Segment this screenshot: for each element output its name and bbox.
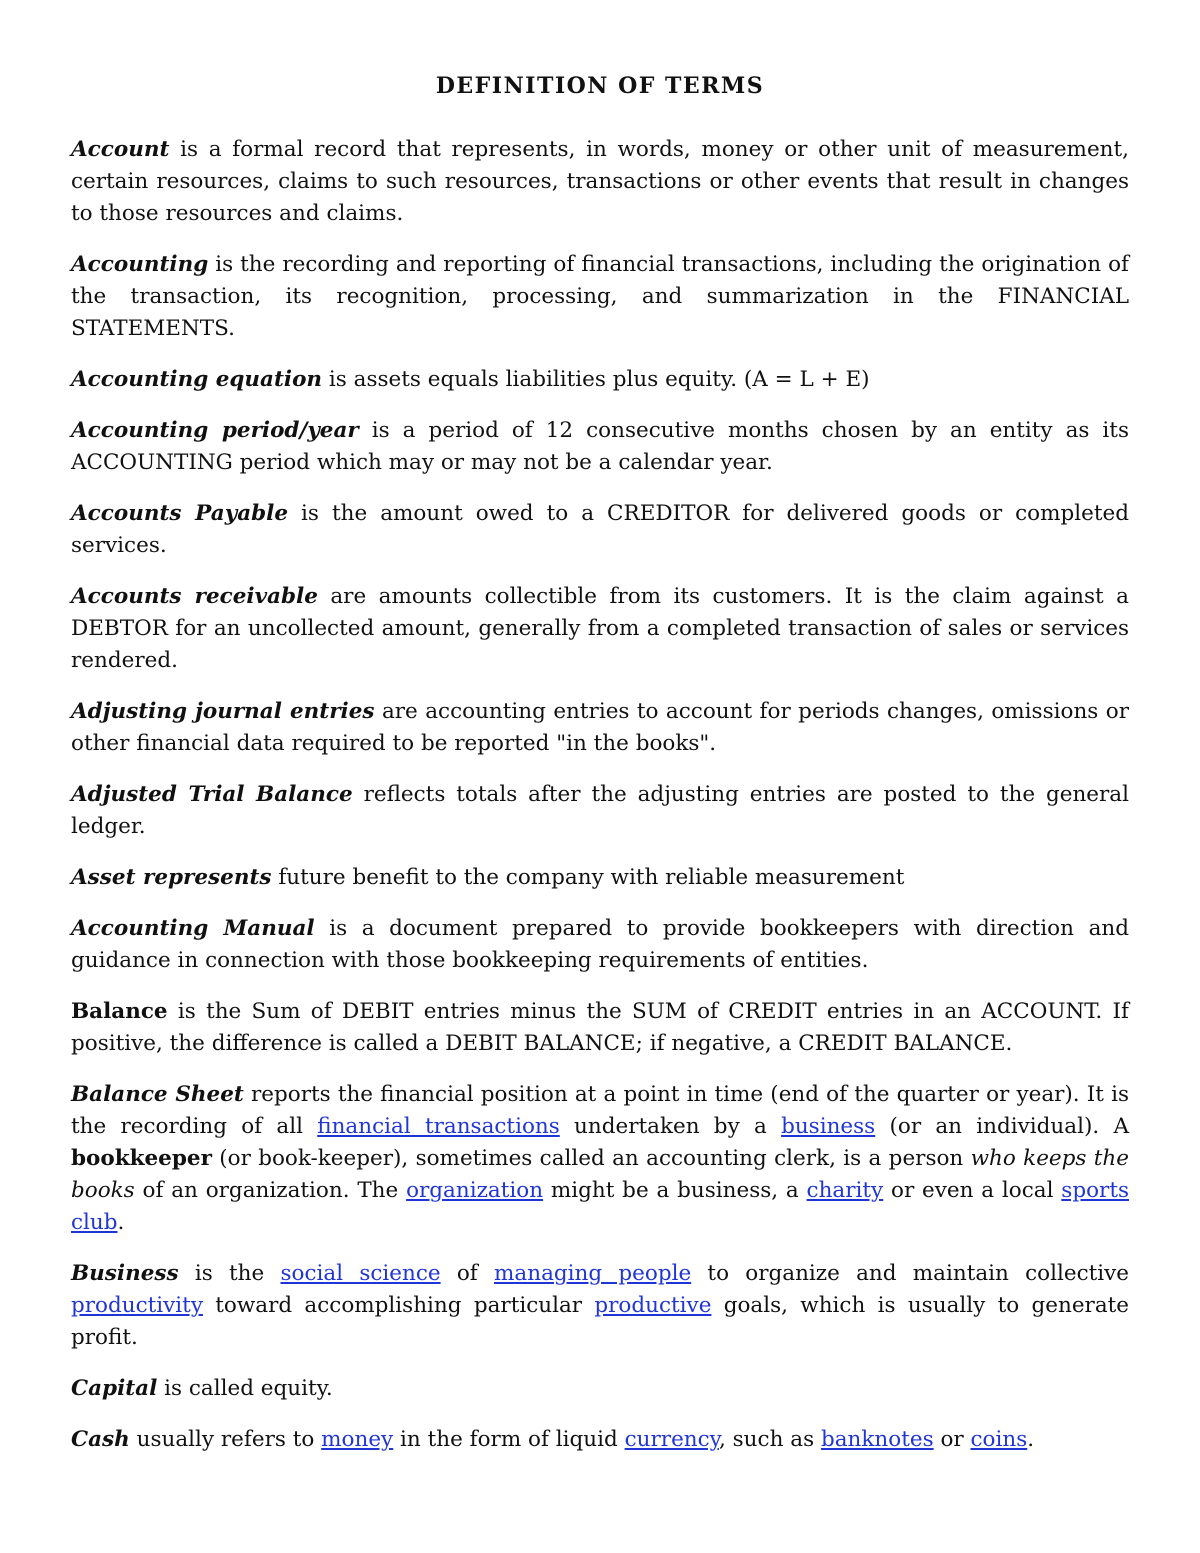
entry-accounting-period — [71, 415, 1129, 479]
definition-text: or even a local — [883, 1178, 1062, 1203]
entry-balance-sheet — [71, 1079, 1129, 1239]
link-social-science[interactable]: social science — [280, 1261, 441, 1286]
page-title: DEFINITION OF TERMS — [435, 73, 765, 99]
entry-asset — [71, 862, 1129, 894]
term-business: Business — [71, 1261, 179, 1286]
definition-accounting-equation: is assets equals liabilities plus equity. (A = L + E) — [322, 367, 870, 392]
definition-text: (or book-keeper), sometimes called an accounting clerk, is a person — [211, 1146, 971, 1171]
entry-account — [71, 134, 1129, 230]
definition-text: (or an individual). A — [875, 1114, 1129, 1139]
term-accounting-manual: Accounting Manual — [71, 916, 315, 941]
definition-text: in the form of liquid — [393, 1427, 625, 1452]
term-accounting-equation: Accounting equation — [71, 367, 323, 392]
entry-adjusting-entries — [71, 696, 1129, 760]
entry-accounting-equation — [71, 364, 1129, 396]
definition-text: reports the financial position at a point in time (end of the quarter or year). It is the recording of all — [71, 1082, 1129, 1139]
definition-text: or — [933, 1427, 971, 1452]
link-money[interactable]: money — [321, 1427, 394, 1452]
term-balance: Balance — [71, 999, 168, 1024]
term-account: Account — [71, 137, 170, 162]
definition-text: undertaken by a — [559, 1114, 782, 1139]
entry-adjusted-trial-balance — [71, 779, 1129, 843]
term-accounts-receivable: Accounts receivable — [71, 584, 318, 609]
entry-accounts-payable — [71, 498, 1129, 562]
term-balance-sheet: Balance Sheet — [71, 1082, 244, 1107]
entry-accounting-manual — [71, 913, 1129, 977]
document-page — [71, 70, 1129, 1475]
definition-text: goals, which is usually to generate profit. — [71, 1293, 1129, 1350]
definition-text: to organize and maintain collective — [691, 1261, 1130, 1286]
definition-accounting-manual: is a document prepared to provide bookkeepers with direction and guidance in connection with those bookkeeping requirements of entities. — [71, 916, 1129, 973]
link-financial-transactions[interactable]: financial transactions — [317, 1114, 560, 1139]
term-adjusted-trial-balance: Adjusted Trial Balance — [71, 782, 353, 807]
definition-text: . — [117, 1210, 125, 1235]
term-adjusting-entries: Adjusting journal entries — [71, 699, 375, 724]
definition-adjusting-entries: are accounting entries to account for periods changes, omissions or other financial data required to be reported "in the books". — [71, 699, 1129, 756]
entry-business — [71, 1258, 1129, 1354]
link-productive[interactable]: productive — [594, 1293, 712, 1318]
link-sports-club[interactable]: sports club — [71, 1178, 1129, 1235]
definition-text: , such as — [718, 1427, 821, 1452]
definition-account: is a formal record that represents, in words, money or other unit of measurement, certain resources, claims to such resources, transactions or other events that result in changes to those resources and claims. — [71, 137, 1129, 226]
who-keeps-books-italic: who keeps the books — [71, 1146, 1129, 1203]
term-accounting-period: Accounting period/year — [71, 418, 359, 443]
link-charity[interactable]: charity — [806, 1178, 884, 1203]
term-asset: Asset represents — [71, 865, 272, 890]
bookkeeper-bold: bookkeeper — [71, 1146, 212, 1171]
term-capital: Capital — [71, 1376, 158, 1401]
link-managing-people[interactable]: managing people — [494, 1261, 692, 1286]
definition-asset: future benefit to the company with reliable measurement — [271, 865, 905, 890]
link-organization[interactable]: organization — [406, 1178, 544, 1203]
link-business[interactable]: business — [781, 1114, 876, 1139]
definition-accounting: is the recording and reporting of financial transactions, including the origination of the transaction, its recognition, processing, and summarization in the FINANCIAL STATEMENTS. — [71, 252, 1129, 341]
definition-adjusted-trial-balance: reflects totals after the adjusting entries are posted to the general ledger. — [71, 782, 1130, 839]
link-productivity[interactable]: productivity — [71, 1293, 203, 1318]
entry-capital — [71, 1373, 1129, 1405]
term-accounting: Accounting — [71, 252, 209, 277]
link-currency[interactable]: currency — [624, 1427, 719, 1452]
link-coins[interactable]: coins — [970, 1427, 1028, 1452]
definition-text: usually refers to — [129, 1427, 322, 1452]
term-accounts-payable: Accounts Payable — [71, 501, 289, 526]
definition-text: of — [440, 1261, 495, 1286]
entry-balance — [71, 996, 1129, 1060]
definition-text: of an organization. The — [134, 1178, 407, 1203]
link-banknotes[interactable]: banknotes — [820, 1427, 934, 1452]
definition-capital: is called equity. — [157, 1376, 333, 1401]
definition-accounts-receivable: are amounts collectible from its customers. It is the claim against a DEBTOR for an uncollected amount, generally from a completed transaction of sales or services rendered. — [71, 584, 1129, 673]
definition-accounts-payable: is the amount owed to a CREDITOR for delivered goods or completed services. — [71, 501, 1130, 558]
definition-text: toward accomplishing particular — [202, 1293, 595, 1318]
term-cash: Cash — [71, 1427, 130, 1452]
entry-cash — [71, 1424, 1129, 1456]
definition-accounting-period: is a period of 12 consecutive months chosen by an entity as its ACCOUNTING period which may or may not be a calendar year. — [71, 418, 1129, 475]
definition-text: . — [1027, 1427, 1035, 1452]
definition-balance: is the Sum of DEBIT entries minus the SUM of CREDIT entries in an ACCOUNT. If positive, the difference is called a DEBIT BALANCE; if negative, a CREDIT BALANCE. — [71, 999, 1129, 1056]
definition-text: is the — [178, 1261, 281, 1286]
entry-accounts-receivable — [71, 581, 1129, 677]
definition-text: might be a business, a — [543, 1178, 807, 1203]
entry-accounting — [71, 249, 1129, 345]
